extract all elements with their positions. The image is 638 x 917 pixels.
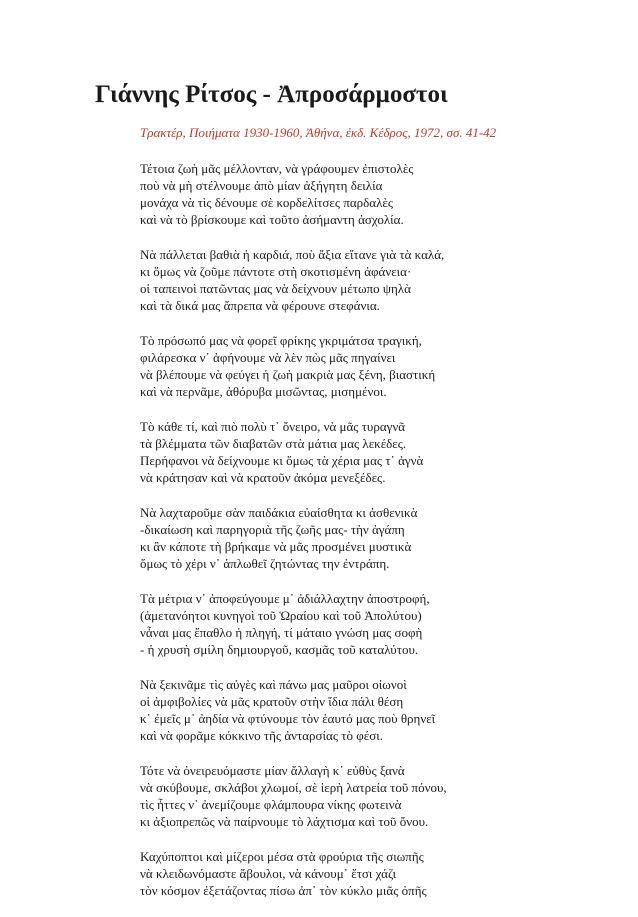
poem-line: Νὰ πάλλεται βαθιὰ ἡ καρδιά, ποὺ ἄξια εἴτανε γιὰ τὰ καλά,: [140, 247, 445, 262]
poem-line: κι ἂν κάποτε τὴ βρήκαμε νὰ μᾶς προσμένει μυστικὰ: [140, 539, 412, 554]
poem-line: κι ἀξιοπρεπῶς νὰ παίρνουμε τὸ λάχτισμα καὶ τοῦ ὄνου.: [140, 814, 429, 829]
poem-line: τὰ βλέμματα τῶν διαβατῶν στὰ μάτια μας λεκέδες.: [140, 436, 407, 451]
stanza: [140, 762, 600, 830]
stanza: [140, 676, 600, 744]
stanza: [140, 332, 600, 400]
poem-line: Νὰ λαχταροῦμε σὰν παιδάκια εὐαίσθητα κι ἀσθενικὰ: [140, 505, 418, 520]
poem-line: (ἀμετανόητοι κυνηγοὶ τοῦ Ὡραίου καὶ τοῦ Ἀπολύτου): [140, 608, 422, 623]
poem-line: κ᾿ ἐμεῖς μ᾿ ἀηδία νὰ φτύνουμε τὸν ἑαυτό μας ποὺ θρηνεῖ: [140, 711, 436, 726]
poem-line: -δικαίωση καὶ παρηγοριὰ τῆς ζωῆς μας- τὴν ἀγάπη: [140, 522, 405, 537]
poem-line: τὶς ἧττες ν᾿ ἀνεμίζουμε φλάμπουρα νίκης φωτεινὰ: [140, 797, 402, 812]
poem-line: Νὰ ξεκινᾶμε τὶς αὐγὲς καὶ πάνω μας μαῦροι οἰωνοὶ: [140, 677, 407, 692]
poem-line: καὶ τὰ δικά μας ἄπρεπα νὰ φέρουνε στεφάνια.: [140, 298, 380, 313]
poem-line: ποὺ νὰ μὴ στέλνουμε ἀπὸ μίαν ἀξήγητη δειλία: [140, 178, 383, 193]
poem-line: Τότε νὰ ὀνειρευόμαστε μίαν ἄλλαγὴ κ᾿ εὐθὺς ξανὰ: [140, 763, 405, 778]
poem-line: οἱ ταπεινοὶ πατῶντας μας νὰ δείχνουν μέτωπο ψηλὰ: [140, 281, 411, 296]
poem-line: νὰ κράτησαν καὶ νὰ κρατοῦν ἀκόμα μενεξέδες.: [140, 470, 386, 485]
poem-line: καὶ νὰ φορᾶμε κόκκινο τῆς ἀνταρσίας τὸ φέσι.: [140, 728, 383, 743]
poem-line: μονάχα νὰ τὶς δένουμε σὲ κορδελίτσες παρδαλὲς: [140, 195, 393, 210]
poem-line: νὰ σκύβουμε, σκλάβοι χλωμοί, σὲ ἱερὴ λατρεία τοῦ πόνου,: [140, 780, 447, 795]
poem-line: Τὰ μέτρια ν᾿ ἀποφεύγουμε μ᾿ ἀδιάλλαχτην ἀποστροφή,: [140, 591, 430, 606]
poem-line: οἱ ἀμφιβολίες νὰ μᾶς κρατοῦν στὴν ἴδια πάλι θέση: [140, 694, 404, 709]
poem-line: νὰ κλειδωνόμαστε ἄβουλοι, νὰ κάνουμ᾿ ἔτσι χάζι: [140, 866, 397, 881]
poem-line: - ἡ χρυσὴ σμίλη δημιουργοῦ, κασμᾶς τοῦ καταλύτου.: [140, 642, 419, 657]
poem-line: φιλάρεσκα ν᾿ ἀφήνουμε νὰ λὲν πὼς μᾶς πηγαίνει: [140, 350, 396, 365]
poem-line: Καχύποπτοι καὶ μίζεροι μέσα στὰ φρούρια τῆς σιωπῆς: [140, 849, 424, 864]
stanza: [140, 504, 600, 572]
poem-line: νἆναι μας ἔπαθλο ἡ πληγή, τί μάταιο γνώση μας σοφὴ: [140, 625, 423, 640]
poem-line: ὅμως τὸ χέρι ν᾿ ἁπλωθεῖ ζητώντας την ἐντράπη.: [140, 556, 390, 571]
stanza: [140, 848, 600, 899]
document-title: Γιάννης Ρίτσος - Ἀπροσάρμοστοι: [95, 81, 448, 108]
poem-line: κι ὅμως νὰ ζοῦμε πάντοτε στὴ σκοτισμένη ἀφάνεια·: [140, 264, 412, 279]
poem-line: Περήφανοι νὰ δείχνουμε κι ὅμως τὰ χέρια μας τ᾿ ἀγνὰ: [140, 453, 424, 468]
poem-line: καὶ νὰ τὸ βρίσκουμε καὶ τοῦτο ἀσήμαντη ἀσχολία.: [140, 212, 404, 227]
poem-line: τὸν κόσμον ἐξετάζοντας πίσω ἀπ᾿ τὸν κύκλο μιᾶς ὀπῆς: [140, 883, 427, 898]
source-citation: Τρακτέρ, Ποιήματα 1930-1960, Ἀθήνα, ἐκδ. Κέδρος, 1972, σσ. 41-42: [140, 125, 497, 140]
stanza: [140, 418, 600, 486]
poem-line: Τὸ κάθε τί, καὶ πιὸ πολὺ τ᾿ ὄνειρο, νὰ μᾶς τυραγνᾶ: [140, 419, 406, 434]
stanza: [140, 590, 600, 658]
poem-line: νὰ βλέπουμε νὰ φεύγει ἡ ζωὴ μακριὰ μας ξένη, βιαστική: [140, 367, 436, 382]
poem-body: [140, 160, 600, 917]
stanza: [140, 246, 600, 314]
poem-line: καὶ νὰ περνᾶμε, ἀθόρυβα μισῶντας, μισημένοι.: [140, 384, 387, 399]
poem-line: Τὸ πρόσωπό μας νὰ φορεῖ φρίκης γκριμάτσα τραγική,: [140, 333, 422, 348]
stanza: [140, 160, 600, 228]
poem-line: Τέτοια ζωὴ μᾶς μέλλονταν, νὰ γράφουμεν ἐπιστολὲς: [140, 161, 414, 176]
